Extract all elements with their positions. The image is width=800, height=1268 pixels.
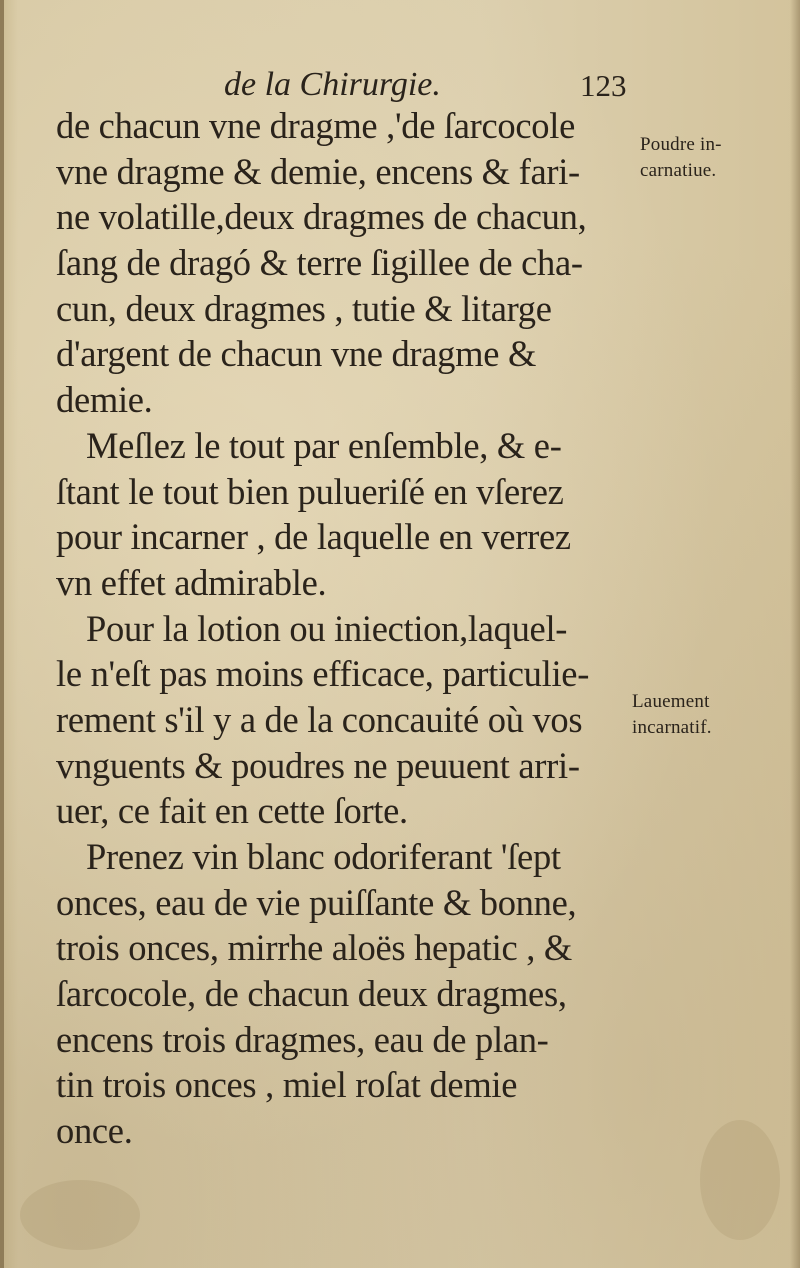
text-line: tin trois onces , miel roſat demie — [56, 1064, 518, 1106]
text-line: le n'eſt pas moins efficace, particulie- — [56, 653, 590, 695]
text-line: uer, ce fait en cette ſorte. — [56, 790, 408, 832]
margin-note-line: Lauement — [632, 691, 710, 712]
page-outer-edge — [790, 0, 800, 1268]
text-line: vnguents & poudres ne peuuent arri- — [56, 744, 580, 786]
text-line: cun, deux dragmes , tutie & litarge — [56, 287, 552, 329]
text-line: Meſlez le tout par enſemble, & e- — [86, 424, 562, 466]
text-line: vne dragme & demie, encens & fari- — [56, 150, 580, 192]
page-gutter-edge — [0, 0, 4, 1268]
text-line: encens trois dragmes, eau de plan- — [56, 1018, 549, 1060]
margin-note — [632, 689, 790, 741]
text-line: rement s'il y a de la concauité où vos — [56, 698, 583, 740]
margin-note-line: incarnatif. — [632, 717, 712, 738]
text-line: ne volatille,deux dragmes de chacun, — [56, 196, 587, 238]
running-title: de la Chirurgie. — [224, 66, 441, 103]
paper-stain — [700, 1120, 780, 1240]
text-line: vn effet admirable. — [56, 561, 327, 603]
body-text — [56, 103, 636, 1154]
text-line: trois onces, mirrhe aloës hepatic , & — [56, 927, 572, 969]
text-line: ſtant le tout bien pulueriſé en vſerez — [56, 470, 564, 512]
page-number: 123 — [580, 68, 627, 103]
text-line: pour incarner , de laquelle en verrez — [56, 516, 571, 558]
text-line: d'argent de chacun vne dragme & — [56, 333, 537, 375]
text-line: onces, eau de vie puiſſante & bonne, — [56, 881, 577, 923]
running-head — [0, 66, 680, 106]
margin-note — [640, 132, 798, 184]
text-line: de chacun vne dragme ,'de ſarcocole — [56, 105, 575, 146]
text-line: ſang de dragó & terre ſigillee de cha- — [56, 242, 583, 284]
text-line: once. — [56, 1110, 133, 1152]
text-line: demie. — [56, 379, 153, 421]
margin-note-line: carnatiue. — [640, 160, 717, 181]
text-line: ſarcocole, de chacun deux dragmes, — [56, 973, 567, 1015]
margin-note-line: Poudre in- — [640, 134, 722, 155]
text-line: Prenez vin blanc odoriferant 'ſept — [86, 836, 561, 877]
paper-stain — [20, 1180, 140, 1250]
text-line: Pour la lotion ou iniection,laquel- — [86, 607, 568, 649]
